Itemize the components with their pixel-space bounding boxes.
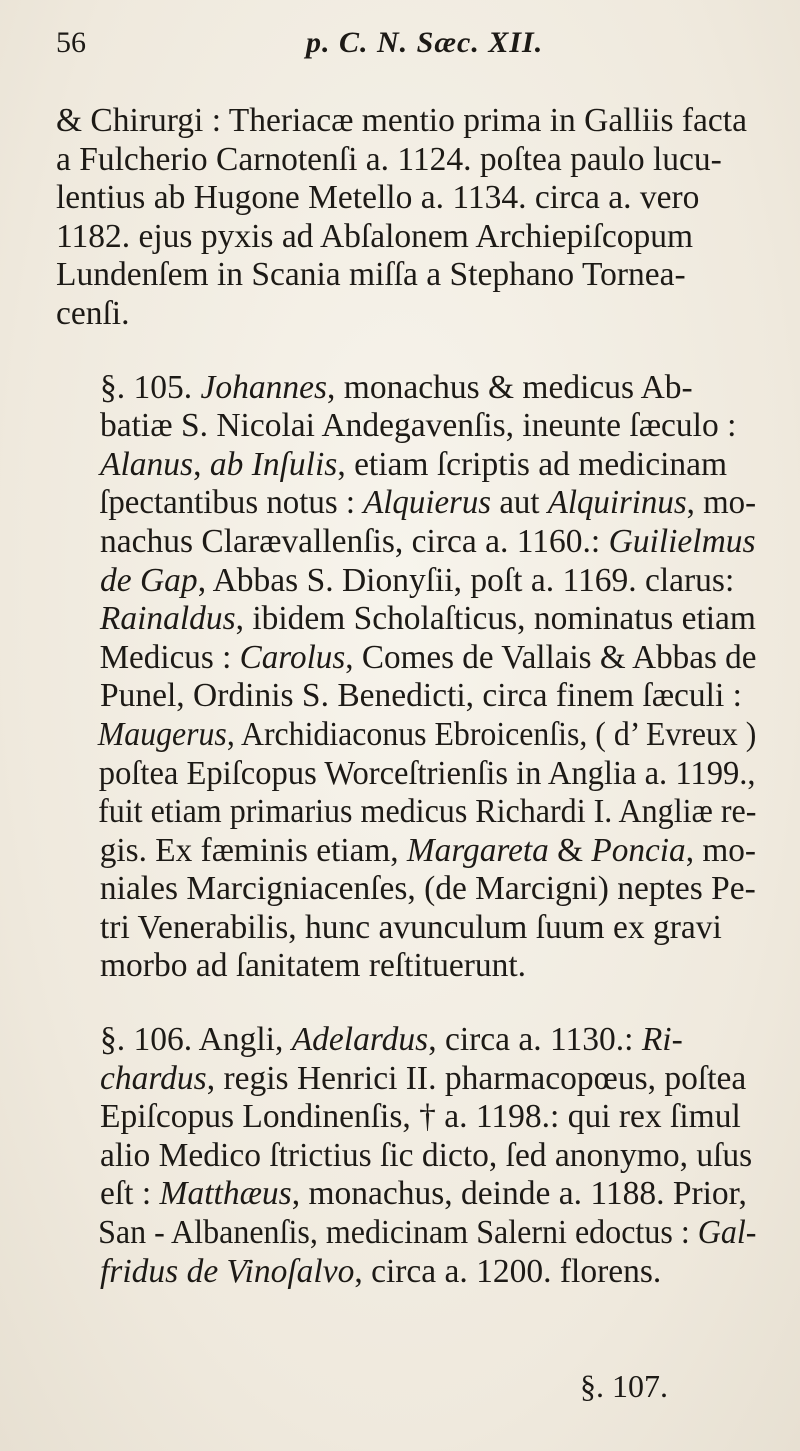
italic-name: Adelardus [291,1021,429,1059]
text-line [56,218,756,257]
text-run: cenſi. [56,294,130,332]
text-line [56,870,755,909]
text-run: , circa a. 1200. florens. [354,1252,662,1290]
catchword: §. 107. [580,1368,668,1404]
text-run: §. 105. [100,368,201,406]
text-run: eſt : [100,1175,160,1213]
page-number: 56 [56,26,86,59]
text-run: Epiſcopus Londinenſis, † a. 1198.: qui rex ſimul [100,1098,741,1136]
text-run: , circa a. 1130.: [428,1021,642,1059]
text-run: , [193,445,210,483]
text-line [56,484,757,523]
text-line [56,947,756,986]
text-run: fuit etiam primarius medicus Richardi I. Angliæ re- [98,793,757,831]
text-run: morbo ad ſanitatem reſtituerunt. [100,947,527,985]
running-head: p. C. N. Sæc. XII. [306,26,544,59]
italic-name: Matthæus [159,1175,292,1213]
page-header [56,14,760,64]
italic-name: ab Inſulis [209,445,338,483]
text-run: & Chirurgi : Theriacæ mentio prima in Galliis facta [56,102,747,139]
paragraph-continuation [56,102,756,334]
text-line [56,1253,756,1292]
text-run: , monachus, deinde a. 1188. Prior, [291,1175,747,1213]
text-run: , monachus & medicus Ab- [327,368,693,406]
text-line [56,407,756,446]
italic-name: fridus de Vinoſalvo [100,1252,355,1290]
text-line [56,179,756,218]
text-run: Medicus : [99,638,240,676]
text-line [56,1060,756,1099]
italic-name: de Gap [100,561,198,599]
text-run: nachus Clarævallenſis, circa a. 1160.: [100,522,609,560]
text-run: gis. Ex fæminis etiam, [99,831,407,869]
text-line [56,638,757,678]
text-run: Punel, Ordinis S. Benedicti, circa finem ſæculi : [100,677,742,715]
text-line [56,256,756,295]
italic-name: Maugerus [97,715,227,753]
paragraph-section-106 [56,1021,756,1291]
text-run: Lundenſem in Scania miſſa a Stephano Tornea- [56,256,686,294]
text-run: lentius ab Hugone Metello a. 1134. circa a. vero [56,179,700,217]
italic-name: Gal- [697,1214,757,1252]
page-body [56,102,756,1326]
text-run: , etiam ſcriptis ad medicinam [337,445,728,483]
paragraph-section-105 [56,369,756,987]
text-run: , Comes de Vallais & Abbas de [345,638,757,676]
italic-name: Poncia [591,831,686,869]
text-run: , ibidem Scholaſticus, nominatus etiam [235,600,756,638]
text-line [56,562,756,601]
text-line [56,1214,757,1253]
text-run: aut [491,484,548,522]
italic-name: chardus [100,1059,207,1097]
text-run: poſtea Epiſcopus Worceſtrienſis in Anglia a. 1199., [98,754,756,792]
italic-name: Alanus [100,445,194,483]
text-line [56,1098,756,1137]
text-run: alio Medico ſtrictius ſic dicto, ſed anonymo, uſus [100,1136,753,1174]
text-run: , Archidiaconus Ebroicenſis, ( d’ Evreux ) [226,715,757,753]
text-line [56,102,756,141]
text-line [56,754,756,794]
text-run: San - Albanenſis, medicinam Salerni edoctus : [98,1214,698,1252]
text-line [56,1175,756,1214]
italic-name: Rainaldus [99,600,236,638]
text-line [56,1021,756,1060]
italic-name: Margareta [406,831,549,869]
text-run: niales Marcigniacenſes, (de Marcigni) neptes Pe- [99,870,756,908]
italic-name: Alquirinus [547,484,687,522]
text-line [56,141,756,180]
text-line [56,831,757,871]
text-run: , Abbas S. Dionyſii, poſt a. 1169. clarus: [197,561,735,599]
text-line [56,909,756,948]
text-line [56,523,756,562]
italic-name: Carolus [239,638,346,676]
text-run: , mo- [685,831,757,869]
text-run: ſpectantibus notus : [99,484,364,522]
text-line [56,793,757,832]
italic-name: Guilielmus [608,522,756,560]
text-run: §. 106. Angli, [100,1021,292,1059]
text-run: batiæ S. Nicolai Andegavenſis, ineunte ſæculo : [100,407,737,445]
text-line [56,677,756,716]
text-line [56,1137,756,1176]
italic-name: Ri- [641,1021,683,1059]
text-line [56,446,756,485]
text-line [56,715,757,755]
text-line [56,295,756,334]
text-run: a Fulcherio Carnotenſi a. 1124. poſtea paulo lucu- [56,140,722,178]
italic-name: Alquierus [363,484,492,522]
text-run: & [548,831,592,869]
text-run: 1182. ejus pyxis ad Abſalonem Archiepiſcopum [56,217,694,255]
text-run: tri Venerabilis, hunc avunculum ſuum ex gravi [100,908,722,946]
text-run: , regis Henrici II. pharmacopœus, poſtea [206,1059,747,1097]
text-line [56,369,756,408]
text-line [56,600,755,639]
italic-name: Johannes [200,368,328,406]
text-run: , mo- [686,484,757,522]
